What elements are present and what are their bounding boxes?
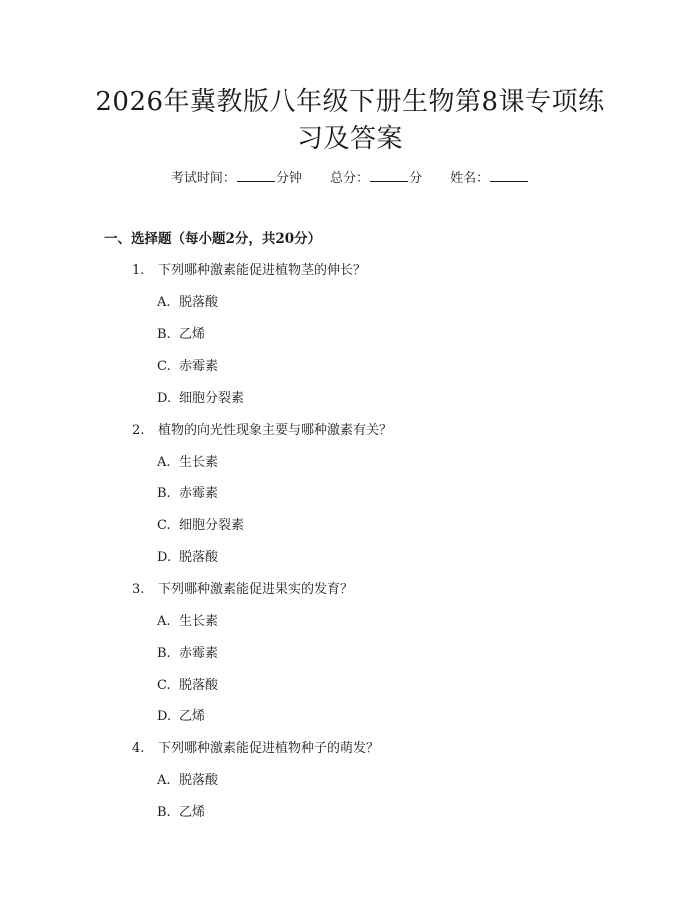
- option-text: 赤霉素: [179, 486, 219, 501]
- option-text: 赤霉素: [179, 359, 219, 374]
- option-2c: [157, 517, 244, 535]
- total-score-unit: 分: [409, 171, 423, 186]
- option-letter: D.: [157, 709, 172, 724]
- question-4: [132, 740, 379, 758]
- option-1d: [157, 390, 244, 408]
- question-3: [132, 581, 353, 599]
- option-2a: [157, 454, 218, 472]
- option-text: 脱落酸: [179, 773, 219, 788]
- option-text: 乙烯: [179, 805, 206, 820]
- option-1b: [157, 326, 205, 344]
- option-1c: [157, 358, 218, 376]
- option-letter: A.: [157, 773, 171, 788]
- option-2b: [157, 485, 218, 503]
- exam-time-unit: 分钟: [275, 171, 302, 186]
- question-text: 下列哪种激素能促进植物茎的伸长？: [158, 263, 367, 278]
- student-name-blank: [490, 169, 528, 182]
- option-letter: B.: [157, 646, 171, 661]
- student-name-field: [450, 171, 529, 186]
- option-text: 生长素: [179, 614, 219, 629]
- total-score-label: 总分：: [329, 171, 369, 186]
- option-letter: A.: [157, 455, 171, 470]
- question-1: [132, 262, 366, 280]
- question-2: [132, 422, 392, 440]
- option-text: 赤霉素: [179, 646, 219, 661]
- exam-time-field: [171, 171, 302, 186]
- option-text: 乙烯: [179, 709, 206, 724]
- option-4b: [157, 804, 205, 822]
- total-score-blank: [370, 169, 408, 182]
- exam-info-line: [0, 169, 700, 188]
- page-title-line-2: 习及答案: [296, 124, 403, 154]
- option-text: 生长素: [179, 455, 219, 470]
- option-text: 脱落酸: [179, 550, 219, 565]
- option-text: 细胞分裂素: [179, 518, 245, 533]
- option-letter: B.: [157, 327, 171, 342]
- section-heading: 一、选择题（每小题2分，共20分）: [104, 231, 322, 247]
- question-number: 4.: [132, 741, 145, 756]
- page-title-line-1: 2026年冀教版八年级下册生物第8课专项练: [95, 87, 605, 117]
- question-number: 2.: [132, 423, 145, 438]
- option-text: 细胞分裂素: [179, 391, 245, 406]
- option-1a: [157, 294, 218, 312]
- option-letter: A.: [157, 614, 171, 629]
- question-text: 下列哪种激素能促进植物种子的萌发？: [158, 741, 380, 756]
- option-2d: [157, 549, 218, 567]
- exam-time-label: 考试时间：: [170, 171, 236, 186]
- question-text: 植物的向光性现象主要与哪种激素有关？: [158, 423, 393, 438]
- option-letter: D.: [157, 550, 172, 565]
- total-score-field: [330, 171, 422, 186]
- option-3c: [157, 677, 218, 695]
- option-letter: B.: [157, 805, 171, 820]
- option-letter: C.: [157, 518, 171, 533]
- student-name-label: 姓名：: [450, 171, 490, 186]
- option-letter: B.: [157, 486, 171, 501]
- option-letter: C.: [157, 359, 171, 374]
- question-text: 下列哪种激素能促进果实的发育？: [158, 582, 354, 597]
- question-number: 3.: [132, 582, 145, 597]
- option-letter: D.: [157, 391, 172, 406]
- option-text: 脱落酸: [179, 678, 219, 693]
- option-letter: C.: [157, 678, 171, 693]
- option-3a: [157, 613, 218, 631]
- option-3d: [157, 708, 205, 726]
- option-letter: A.: [157, 295, 171, 310]
- option-text: 乙烯: [179, 327, 206, 342]
- question-number: 1.: [132, 263, 145, 278]
- option-text: 脱落酸: [179, 295, 219, 310]
- exam-time-blank: [237, 169, 275, 182]
- option-3b: [157, 645, 218, 663]
- option-4a: [157, 772, 218, 790]
